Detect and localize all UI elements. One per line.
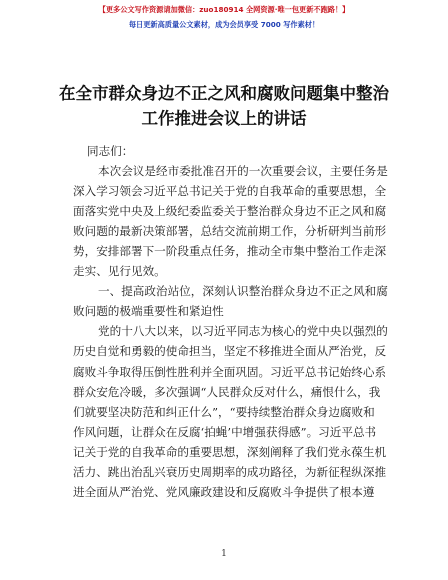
body-line: 群众安危冷暖，多次强调“人民群众反对什么，痛恨什么，我	[73, 384, 381, 399]
page-number: 1	[221, 549, 227, 559]
section-heading-line: 一、提高政治站位，深刻认识整治群众身边不正之风和腐	[98, 284, 388, 299]
document-body	[73, 141, 391, 502]
promo-banner-line-2: 每日更新高质量公文素材，成为会员享受 7000 写作素材！	[128, 20, 320, 29]
body-line: 作风问题，让群众在反腐‘拍蝇’中增强获得感”。习近平总书	[73, 424, 377, 439]
body-line: 进全面从严治党、党风廉政建设和反腐败斗争提供了根本遵	[73, 484, 375, 499]
body-line: 势，安排部署下一阶段重点任务，推动全市集中整治工作走深	[73, 244, 387, 259]
promo-banner-line-1: 【更多公文写作资源请加微信：zuo180914 全网资源·唯一包更新不跑路！】	[98, 5, 350, 14]
body-line: 本次会议是经市委批准召开的一次重要会议，主要任务是	[98, 164, 388, 179]
greeting: 同志们：	[87, 144, 134, 158]
body-line: 深入学习领会习近平总书记关于党的自我革命的重要思想，全	[73, 184, 387, 199]
body-line: 历史自觉和勇毅的使命担当，坚定不移推进全面从严治党，反	[73, 344, 387, 359]
body-line: 走实、见行见效。	[73, 264, 166, 279]
document-title-line-1: 在全市群众身边不正之风和腐败问题集中整治	[59, 84, 389, 103]
body-line: 党的十八大以来，以习近平同志为核心的党中央以强烈的	[98, 324, 388, 339]
body-line: 腐败斗争取得压倒性胜利并全面巩固。习近平总书记始终心系	[73, 364, 387, 379]
body-line: 面落实党中央及上级纪委监委关于整治群众身边不正之风和腐	[73, 204, 387, 219]
body-line: 活力、跳出治乱兴衰历史周期率的成功路径，为新征程纵深推	[73, 464, 387, 479]
body-line: 败问题的最新决策部署，总结交流前期工作，分析研判当前形	[73, 224, 387, 239]
body-line: 记关于党的自我革命的重要思想，深刻阐释了我们党永葆生机	[73, 444, 387, 459]
document-title-line-2: 工作推进会议上的讲话	[141, 109, 307, 128]
body-line: 们就要坚决防范和纠正什么”，“要持续整治群众身边腐败和	[73, 404, 375, 419]
section-heading-line: 败问题的极端重要性和紧迫性	[73, 304, 224, 319]
